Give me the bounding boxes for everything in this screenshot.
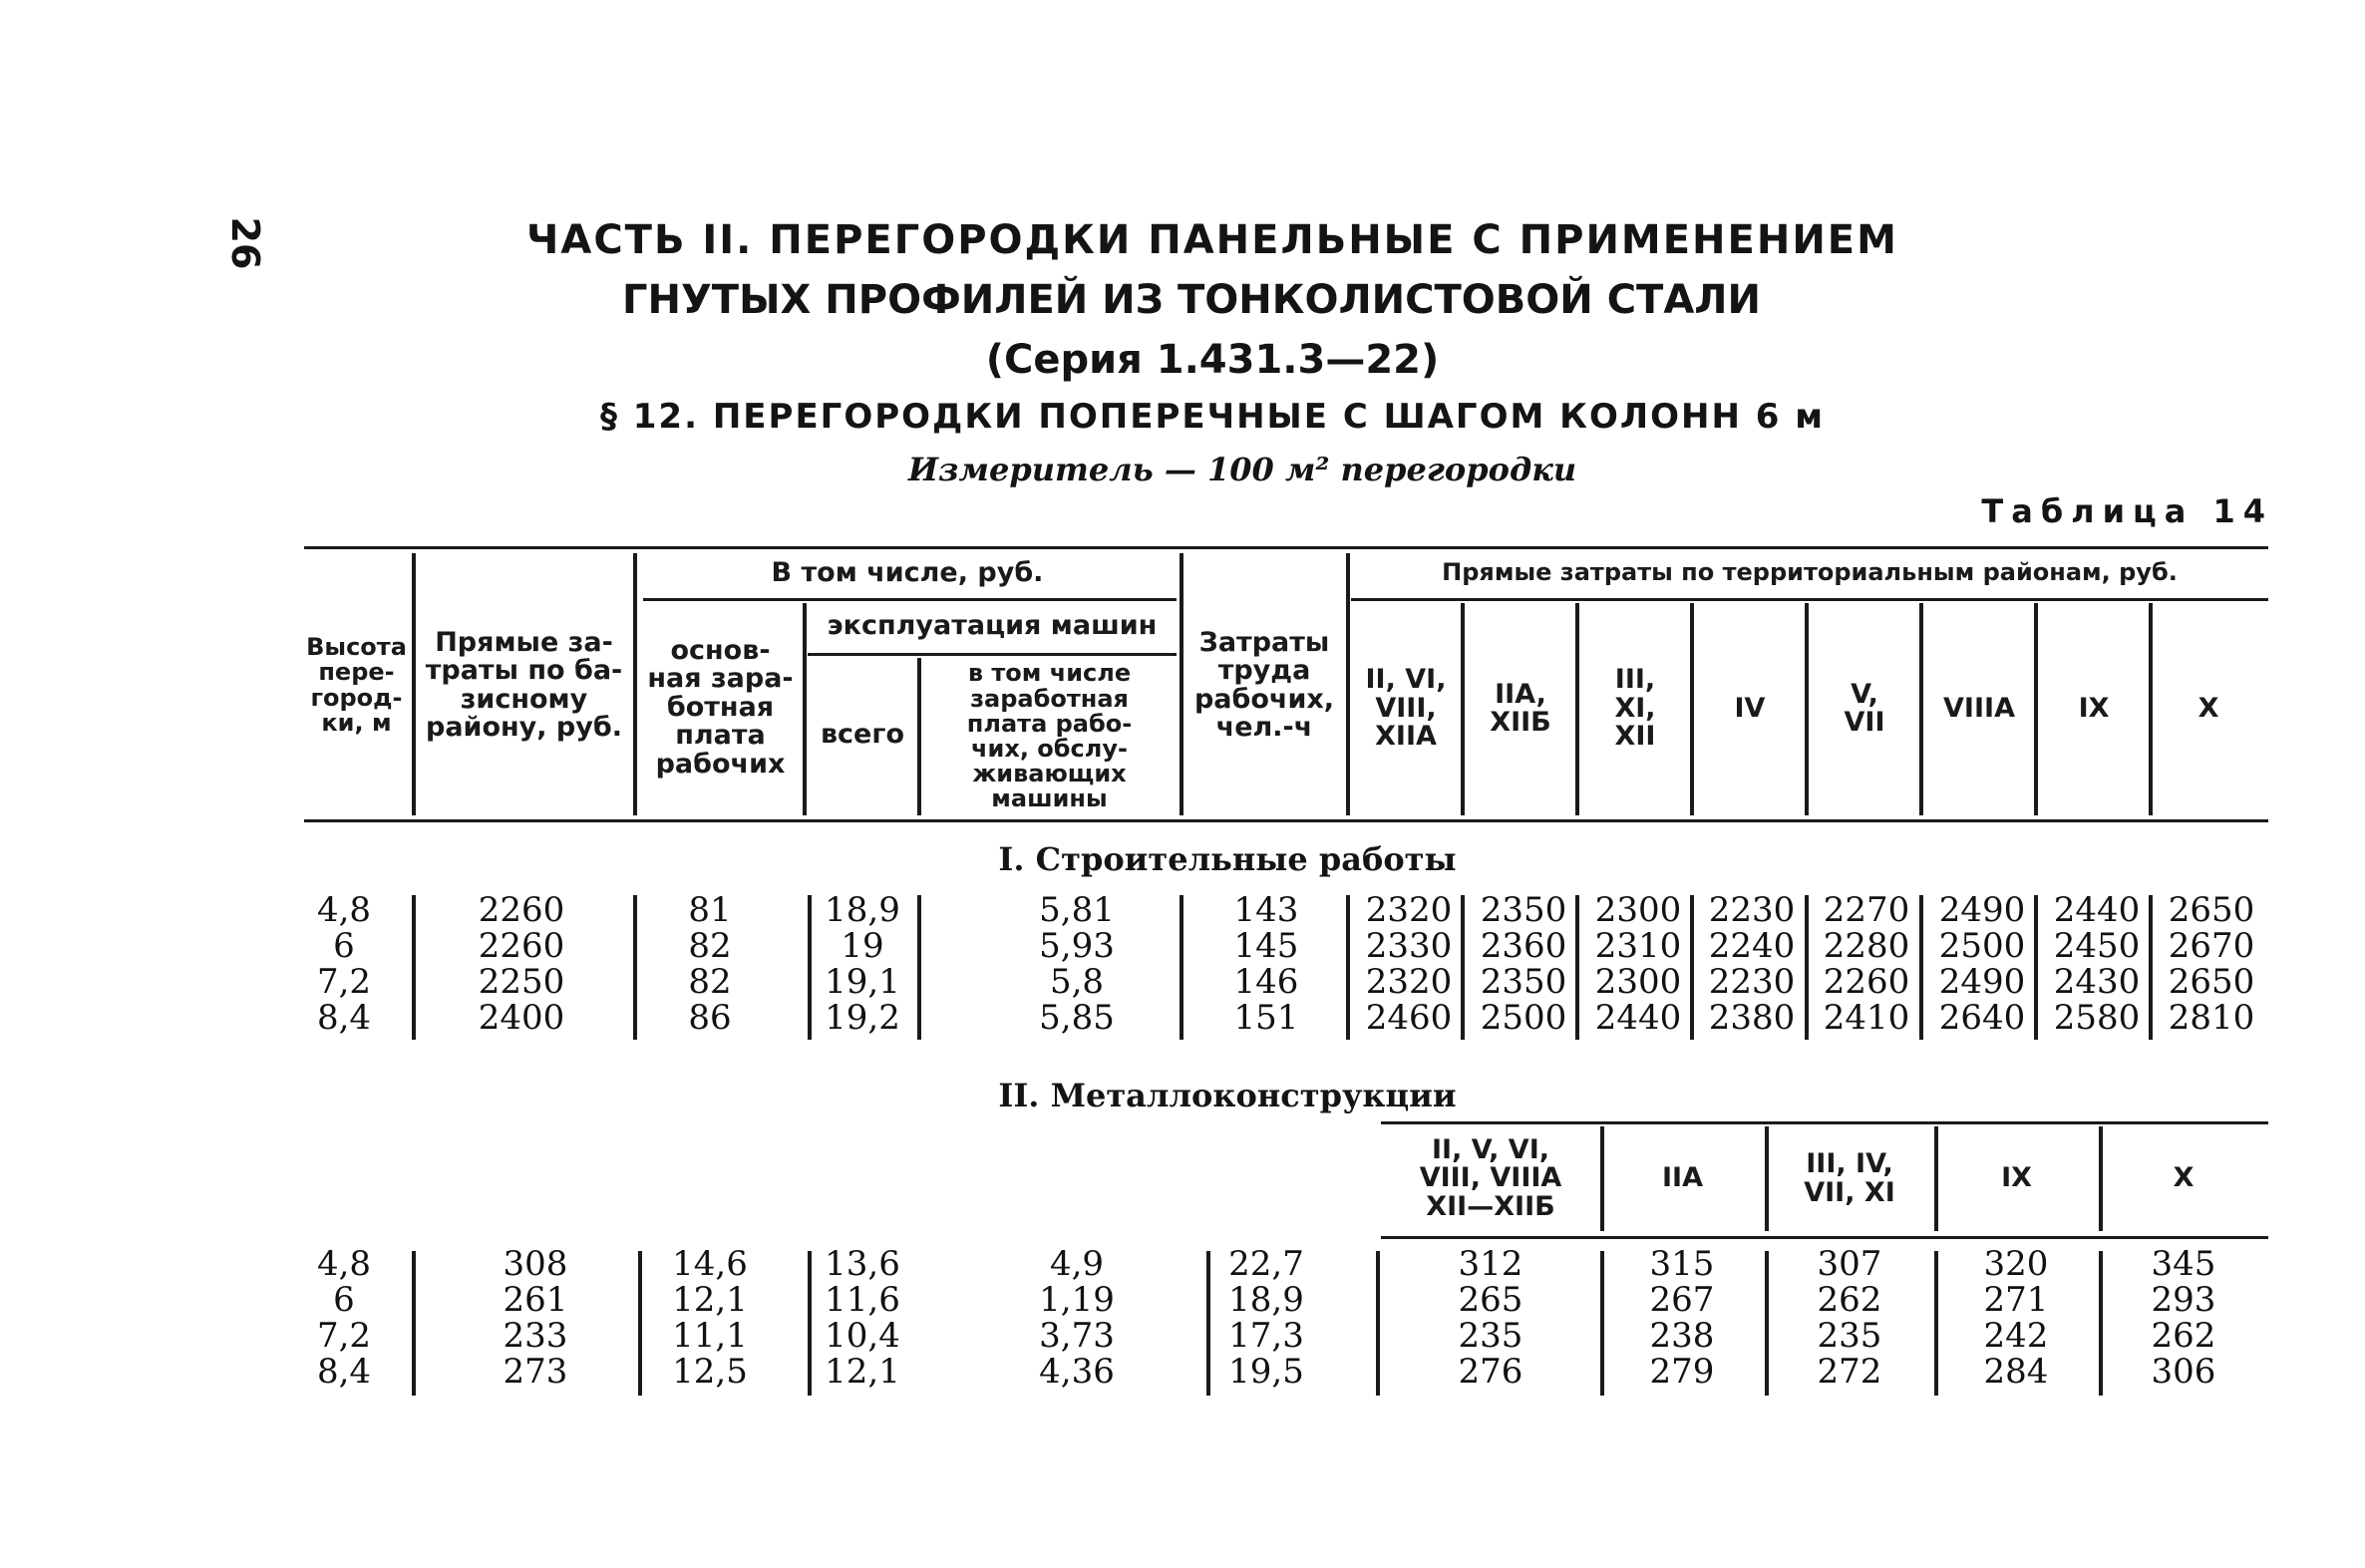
- data-vline: [1765, 1251, 1769, 1396]
- row-region-cost: 2430: [2053, 962, 2141, 1002]
- series-label: (Серия 1.431.3—22): [985, 337, 1440, 383]
- row-wage: 82: [688, 926, 732, 966]
- row-region-cost: 238: [1649, 1316, 1715, 1356]
- section-title: II. Металлоконструкции: [998, 1077, 1457, 1114]
- data-vline: [1805, 895, 1809, 1040]
- section-heading: § 12. ПЕРЕГОРОДКИ ПОПЕРЕЧНЫЕ С ШАГОМ КОЛОНН 6 м: [599, 397, 1826, 437]
- region-header: X: [2197, 692, 2219, 724]
- header-vline: [1919, 603, 1923, 815]
- row-machines-total: 18,9: [825, 890, 900, 930]
- row-region-cost: 2670: [2168, 926, 2255, 966]
- data-vline: [2034, 895, 2038, 1040]
- row-machines-total: 10,4: [825, 1316, 900, 1356]
- data-vline: [1919, 895, 1923, 1040]
- row-region-cost: 262: [1817, 1280, 1882, 1320]
- regions-header: Прямые затраты по территориальным районам, руб.: [1442, 558, 2178, 587]
- header-bottom-rule: [304, 819, 2268, 822]
- data-vline: [2149, 895, 2153, 1040]
- header-vline: [1180, 553, 1183, 815]
- part-title-line2: ГНУТЫХ ПРОФИЛЕЙ ИЗ ТОНКОЛИСТОВОЙ СТАЛИ: [621, 277, 1761, 323]
- header-vline: [1575, 603, 1579, 815]
- height-header: Высота пере- город- ки, м: [306, 633, 407, 737]
- row-machine-wage: 5,81: [1039, 890, 1115, 930]
- row-region-cost: 2460: [1365, 998, 1453, 1038]
- incl-header: В том числе, руб.: [771, 556, 1044, 588]
- machine-wage-header: в том числе заработная плата рабо- чих, обслу- живающих машины: [966, 659, 1133, 813]
- row-region-cost: 2640: [1938, 998, 2026, 1038]
- header-vline: [1461, 603, 1465, 815]
- row-labor: 146: [1233, 962, 1299, 1002]
- row-region-cost: 2410: [1823, 998, 1910, 1038]
- row-machines-total: 19: [841, 926, 884, 966]
- row-region-cost: 284: [1983, 1352, 2049, 1392]
- data-vline: [2099, 1251, 2103, 1396]
- region-header: IX: [2078, 692, 2110, 724]
- row-base-cost: 2250: [478, 962, 565, 1002]
- data-vline: [917, 895, 921, 1040]
- header-vline: [633, 553, 637, 815]
- base-cost-header: Прямые за- траты по ба- зисному району, руб.: [425, 626, 623, 743]
- row-region-cost: 2580: [2053, 998, 2141, 1038]
- row-region-cost: 2450: [2053, 926, 2141, 966]
- regions-subheader-rule: [1351, 598, 2268, 601]
- row-wage: 11,1: [672, 1316, 748, 1356]
- row-wage: 12,1: [672, 1280, 748, 1320]
- row-region-cost: 2350: [1480, 962, 1567, 1002]
- header-vline: [1805, 603, 1809, 815]
- row-height: 8,4: [316, 998, 372, 1038]
- row-wage: 86: [688, 998, 732, 1038]
- row-region-cost: 2490: [1938, 962, 2026, 1002]
- row-machines-total: 12,1: [825, 1352, 900, 1392]
- regions2-bottom-rule: [1381, 1236, 2268, 1239]
- machines-subheader-rule: [808, 653, 1177, 656]
- row-machine-wage: 3,73: [1039, 1316, 1115, 1356]
- header-vline: [2149, 603, 2153, 815]
- regions2-vline: [1934, 1126, 1938, 1231]
- machines-header: эксплуатация машин: [827, 609, 1158, 641]
- data-vline: [1206, 1251, 1210, 1396]
- row-region-cost: 272: [1817, 1352, 1882, 1392]
- page-number: 26: [223, 216, 267, 270]
- row-machine-wage: 5,8: [1049, 962, 1105, 1002]
- row-region-cost: 2320: [1365, 962, 1453, 1002]
- region-header: II, VI, VIII, XIIA: [1365, 664, 1447, 753]
- row-machine-wage: 5,85: [1039, 998, 1115, 1038]
- row-region-cost: 2490: [1938, 890, 2026, 930]
- row-region-cost: 235: [1458, 1316, 1523, 1356]
- data-vline: [412, 895, 416, 1040]
- region-header: IIA, XIIБ: [1490, 678, 1551, 738]
- row-height: 4,8: [316, 890, 372, 930]
- regions2-top-rule: [1381, 1121, 2268, 1124]
- row-region-cost: 276: [1458, 1352, 1523, 1392]
- data-vline: [1690, 895, 1694, 1040]
- row-region-cost: 242: [1983, 1316, 2049, 1356]
- row-region-cost: 2240: [1708, 926, 1796, 966]
- data-vline: [412, 1251, 416, 1396]
- region-header: III, XI, XII: [1614, 664, 1656, 753]
- row-machine-wage: 1,19: [1039, 1280, 1115, 1320]
- data-vline: [1575, 895, 1579, 1040]
- row-machine-wage: 5,93: [1039, 926, 1115, 966]
- part-title-line1: ЧАСТЬ II. ПЕРЕГОРОДКИ ПАНЕЛЬНЫЕ С ПРИМЕНЕНИЕМ: [526, 217, 1898, 263]
- region2-header: III, IV, VII, XI: [1804, 1148, 1895, 1208]
- data-vline: [808, 1251, 812, 1396]
- header-vline: [803, 603, 807, 815]
- row-region-cost: 2500: [1480, 998, 1567, 1038]
- row-base-cost: 261: [503, 1280, 568, 1320]
- row-region-cost: 315: [1649, 1244, 1715, 1284]
- row-region-cost: 2650: [2168, 962, 2255, 1002]
- row-height: 4,8: [316, 1244, 372, 1284]
- row-region-cost: 235: [1817, 1316, 1882, 1356]
- row-wage: 12,5: [672, 1352, 748, 1392]
- unit-of-measure: Измеритель — 100 м² перегородки: [907, 451, 1577, 488]
- row-machines-total: 19,2: [825, 998, 900, 1038]
- row-region-cost: 271: [1983, 1280, 2049, 1320]
- data-vline: [633, 895, 637, 1040]
- section-title: I. Строительные работы: [998, 840, 1457, 878]
- row-machines-total: 11,6: [825, 1280, 900, 1320]
- row-region-cost: 279: [1649, 1352, 1715, 1392]
- row-labor: 18,9: [1228, 1280, 1304, 1320]
- row-wage: 14,6: [672, 1244, 748, 1284]
- table-top-rule: [304, 546, 2268, 549]
- row-labor: 19,5: [1228, 1352, 1304, 1392]
- row-region-cost: 2320: [1365, 890, 1453, 930]
- row-machines-total: 13,6: [825, 1244, 900, 1284]
- labor-header: Затраты труда рабочих, чел.-ч: [1193, 626, 1335, 743]
- row-base-cost: 2400: [478, 998, 565, 1038]
- regions2-vline: [1600, 1126, 1604, 1231]
- header-vline: [917, 658, 921, 815]
- row-labor: 22,7: [1228, 1244, 1304, 1284]
- row-region-cost: 2310: [1594, 926, 1682, 966]
- row-region-cost: 2360: [1480, 926, 1567, 966]
- row-machine-wage: 4,36: [1039, 1352, 1115, 1392]
- data-vline: [1600, 1251, 1604, 1396]
- data-vline: [1346, 895, 1350, 1040]
- row-region-cost: 2300: [1594, 890, 1682, 930]
- row-labor: 17,3: [1228, 1316, 1304, 1356]
- row-region-cost: 345: [2151, 1244, 2216, 1284]
- row-base-cost: 2260: [478, 890, 565, 930]
- header-vline: [1690, 603, 1694, 815]
- regions2-vline: [2099, 1126, 2103, 1231]
- data-vline: [1934, 1251, 1938, 1396]
- row-base-cost: 233: [503, 1316, 568, 1356]
- row-region-cost: 2650: [2168, 890, 2255, 930]
- data-vline: [1461, 895, 1465, 1040]
- table-label: Таблица 14: [1981, 492, 2273, 530]
- row-labor: 151: [1233, 998, 1299, 1038]
- row-region-cost: 265: [1458, 1280, 1523, 1320]
- row-machines-total: 19,1: [825, 962, 900, 1002]
- region2-header: II, V, VI, VIII, VIIIA XII—XIIБ: [1419, 1133, 1562, 1222]
- regions2-vline: [1765, 1126, 1769, 1231]
- row-labor: 145: [1233, 926, 1299, 966]
- row-machine-wage: 4,9: [1049, 1244, 1105, 1284]
- row-region-cost: 2330: [1365, 926, 1453, 966]
- row-labor: 143: [1233, 890, 1299, 930]
- row-region-cost: 262: [2151, 1316, 2216, 1356]
- data-vline: [808, 895, 812, 1040]
- header-vline: [1346, 553, 1350, 815]
- row-height: 6: [333, 1280, 355, 1320]
- row-region-cost: 320: [1983, 1244, 2049, 1284]
- data-vline: [1376, 1251, 1380, 1396]
- region2-header: IX: [2001, 1162, 2032, 1194]
- row-height: 6: [333, 926, 355, 966]
- row-base-cost: 273: [503, 1352, 568, 1392]
- data-vline: [638, 1251, 642, 1396]
- row-region-cost: 293: [2151, 1280, 2216, 1320]
- region-header: IV: [1734, 692, 1766, 724]
- row-region-cost: 2280: [1823, 926, 1910, 966]
- row-height: 7,2: [316, 962, 372, 1002]
- row-region-cost: 2230: [1708, 962, 1796, 1002]
- row-region-cost: 2260: [1823, 962, 1910, 1002]
- row-wage: 81: [688, 890, 732, 930]
- row-height: 7,2: [316, 1316, 372, 1356]
- row-height: 8,4: [316, 1352, 372, 1392]
- row-base-cost: 2260: [478, 926, 565, 966]
- row-wage: 82: [688, 962, 732, 1002]
- header-vline: [2034, 603, 2038, 815]
- region2-header: IIA: [1662, 1162, 1703, 1194]
- region-header: V, VII: [1844, 678, 1885, 738]
- row-region-cost: 2500: [1938, 926, 2026, 966]
- region2-header: X: [2173, 1162, 2195, 1194]
- row-region-cost: 2300: [1594, 962, 1682, 1002]
- row-region-cost: 2350: [1480, 890, 1567, 930]
- row-region-cost: 2230: [1708, 890, 1796, 930]
- row-region-cost: 312: [1458, 1244, 1523, 1284]
- data-vline: [1180, 895, 1183, 1040]
- wage-header: основ- ная зара- ботная плата рабочих: [647, 635, 794, 780]
- row-region-cost: 307: [1817, 1244, 1882, 1284]
- machines-total-header: всего: [820, 719, 905, 751]
- row-region-cost: 2270: [1823, 890, 1910, 930]
- row-region-cost: 2380: [1708, 998, 1796, 1038]
- row-region-cost: 2440: [2053, 890, 2141, 930]
- row-region-cost: 267: [1649, 1280, 1715, 1320]
- row-region-cost: 306: [2151, 1352, 2216, 1392]
- row-base-cost: 308: [503, 1244, 568, 1284]
- row-region-cost: 2440: [1594, 998, 1682, 1038]
- region-header: VIIIA: [1943, 692, 2015, 724]
- row-region-cost: 2810: [2168, 998, 2255, 1038]
